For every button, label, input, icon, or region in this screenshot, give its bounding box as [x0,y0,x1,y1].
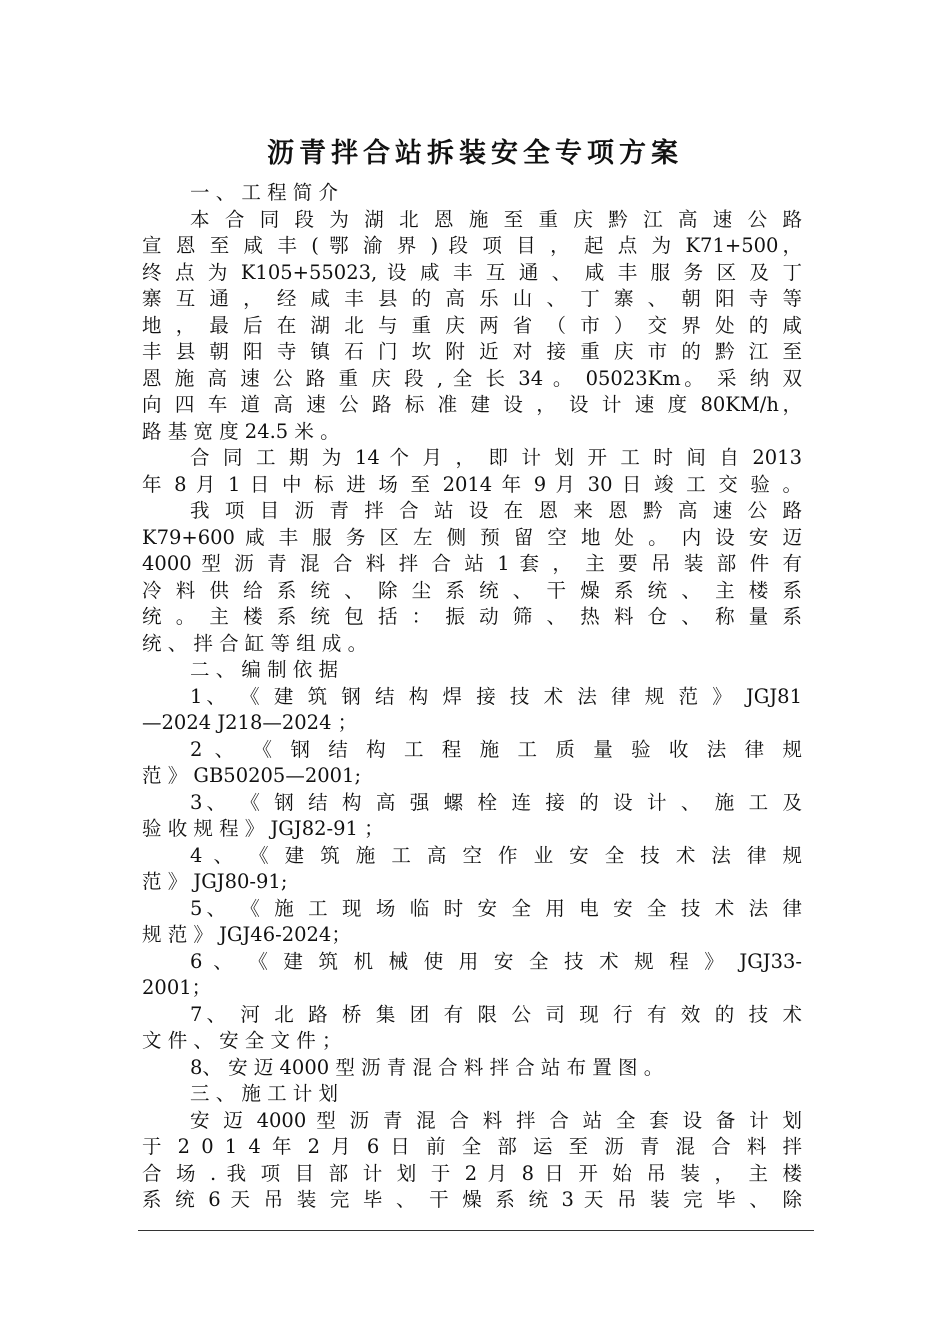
paragraph-line: 冷 料 供 给 系 统 、 除 尘 系 统 、 干 燥 系 统 、 主 楼 系 [142,578,802,602]
reference-line: 5、 《 施 工 现 场 临 时 安 全 用 电 安 全 技 术 法 律 [190,896,802,920]
reference-line: 8、 安 迈 4000 型 沥 青 混 合 料 拌 合 站 布 置 图 。 [190,1055,664,1079]
reference-line: 7、 河 北 路 桥 集 团 有 限 公 司 现 行 有 效 的 技 术 [190,1002,802,1026]
section-heading: 三 、 施 工 计 划 [190,1082,338,1105]
paragraph-line: 路 基 宽 度 24.5 米 。 [142,419,340,443]
paragraph-line: 安 迈 4000 型 沥 青 混 合 料 拌 合 站 全 套 设 备 计 划 [190,1108,802,1132]
reference-line: 文 件 、 安 全 文 件 ； [142,1029,342,1052]
reference-line: 2 、 《 钢 结 构 工 程 施 工 质 量 验 收 法 律 规 [190,737,802,761]
paragraph-line: 向 四 车 道 高 速 公 路 标 准 建 设 ， 设 计 速 度 80KM/h， [142,393,802,416]
footer-rule [138,1230,814,1231]
paragraph-line: 终 点 为 K105+55023, 设 咸 丰 互 通 、 咸 丰 服 务 区 及 丁 [142,260,802,284]
paragraph-line: 统 。 主 楼 系 统 包 括 ： 振 动 筛 、 热 料 仓 、 称 量 系 [142,605,802,628]
reference-line: 4 、 《 建 筑 施 工 高 空 作 业 安 全 技 术 法 律 规 [190,843,802,867]
paragraph-line: 寨 互 通 ， 经 咸 丰 县 的 高 乐 山 、 丁 寨 、 朝 阳 寺 等 [142,287,802,310]
reference-line: —2024 J218—2024 ； [142,711,358,734]
paragraph-line: 丰 县 朝 阳 寺 镇 石 门 坎 附 近 对 接 重 庆 市 的 黔 江 至 [142,340,802,363]
paragraph-line: 合 场 . 我 项 目 部 计 划 于 2 月 8 日 开 始 吊 装 ， 主 楼 [142,1161,802,1185]
section-heading: 二 、 编 制 依 据 [190,658,338,681]
paragraph-line: 地 ， 最 后 在 湖 北 与 重 庆 两 省 （ 市 ） 交 界 处 的 咸 [142,313,802,337]
paragraph-line: 统 、 拌 合 缸 等 组 成 。 [142,631,368,655]
paragraph-line: 本 合 同 段 为 湖 北 恩 施 至 重 庆 黔 江 高 速 公 路 [190,207,802,231]
paragraph-line: 恩 施 高 速 公 路 重 庆 段 , 全 长 34 。 05023Km。 采 纳 双 [142,366,802,390]
reference-line: 3、 《 钢 结 构 高 强 螺 栓 连 接 的 设 计 、 施 工 及 [190,790,802,814]
paragraph-line: 于 2 0 1 4 年 2 月 6 日 前 全 部 运 至 沥 青 混 合 料 拌 [142,1135,802,1158]
document-body [142,180,802,1214]
paragraph-line: 宣 恩 至 咸 丰 ( 鄂 渝 界 ) 段 项 目 ， 起 点 为 K71+500， [142,234,802,257]
paragraph-line: 系 统 6 天 吊 装 完 毕 、 干 燥 系 统 3 天 吊 装 完 毕 、 除 [142,1188,802,1211]
section-heading: 一 、 工 程 简 介 [190,181,338,204]
paragraph-line: 我 项 目 沥 青 拌 合 站 设 在 恩 来 恩 黔 高 速 公 路 [190,499,802,522]
document-title: 沥青拌合站拆装安全专项方案 [267,138,683,169]
paragraph-line: K79+600 咸 丰 服 务 区 左 侧 预 留 空 地 处 。 内 设 安 迈 [142,525,802,549]
reference-line: 范 》 GB50205—2001; [142,764,362,787]
reference-line: 1、 《 建 筑 钢 结 构 焊 接 技 术 法 律 规 范 》 JGJ81 [190,684,802,708]
paragraph-line: 年 8 月 1 日 中 标 进 场 至 2014 年 9 月 30 日 竣 工 交 验 。 [142,472,802,496]
reference-line: 验 收 规 程 》 JGJ82-91 ； [142,817,384,840]
reference-line: 2001； [142,976,212,999]
paragraph-line: 合 同 工 期 为 14 个 月 ， 即 计 划 开 工 时 间 自 2013 [190,446,802,469]
reference-line: 范 》 JGJ80-91; [142,870,288,893]
reference-line: 6 、 《 建 筑 机 械 使 用 安 全 技 术 规 程 》 JGJ33- [190,949,802,973]
paragraph-line: 4000 型 沥 青 混 合 料 拌 合 站 1 套 ， 主 要 吊 装 部 件 有 [142,552,802,575]
reference-line: 规 范 》 JGJ46-2024； [142,923,351,946]
